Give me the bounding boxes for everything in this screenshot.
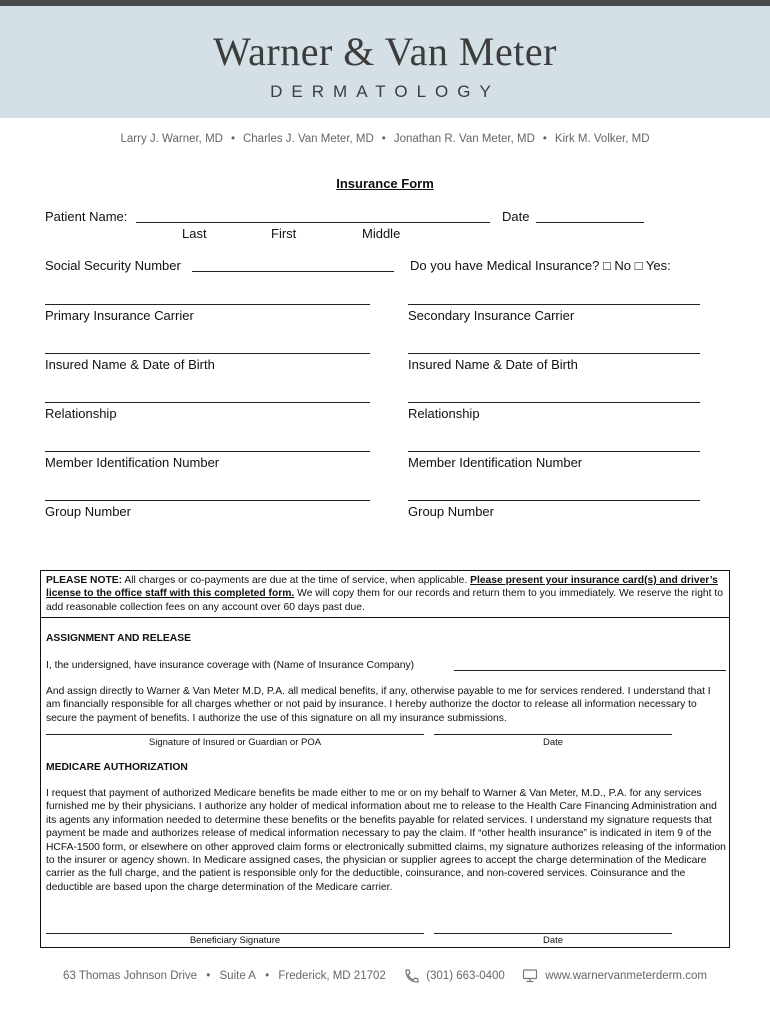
primary-member-id-label: Member Identification Number	[45, 455, 220, 470]
please-note-rest: We will copy them for our records and return them to you immediately. We reserve the right to add reasonable collection fees on any account over 60 days past due.	[46, 588, 723, 613]
date-caption: Date	[542, 737, 564, 748]
insurance-question[interactable]: Do you have Medical Insurance? □ No □ Yes:	[410, 258, 671, 273]
computer-icon	[522, 969, 538, 983]
primary-insured-label: Insured Name & Date of Birth	[45, 357, 215, 372]
separator: •	[206, 970, 211, 982]
insurance-company-field[interactable]	[454, 670, 726, 671]
medicare-heading: MEDICARE AUTHORIZATION	[46, 762, 188, 773]
medicare-text: I request that payment of authorized Medicare benefits be made either to me or on my behalf to Warner & Van Meter, M.D., P.A. for any services furnished me by their physicians. I authorize any holder of medical information about me to release to the Health Care Financing Administration and its agents any information needed to determine these benefits or the benefits payable for related services. I understand my signature requests that payment be made and authorizes release of medical information necessary to pay the claim. If “other health insurance” is indicated in item 9 of the HCFA-1500 form, or elsewhere on other approved claim forms or electronically submitted claims, my signature authorizes releasing of the information to the insurer or agency shown. In Medicare assigned cases, the physician or supplier agrees to accept the charge determination of the Medicare carrier as the full charge, and the patient is responsible only for the deductible, coinsurance, and non-covered services. Coinsurance and the deductible are based upon the charge determination of the Medicare carrier.	[46, 788, 726, 893]
name-part-last: Last	[182, 226, 207, 241]
footer-phone: (301) 663-0400	[426, 970, 505, 982]
separator: •	[230, 133, 235, 145]
secondary-relationship-label: Relationship	[408, 406, 480, 421]
doctor-list	[0, 133, 770, 145]
assignment-heading: ASSIGNMENT AND RELEASE	[46, 633, 191, 644]
secondary-carrier-field[interactable]	[408, 304, 700, 305]
primary-relationship-label: Relationship	[45, 406, 117, 421]
footer-suite: Suite A	[219, 970, 256, 982]
doctor-name: Larry J. Warner, MD	[120, 133, 223, 145]
assignment-line-label: I, the undersigned, have insurance coverage with (Name of Insurance Company)	[46, 660, 415, 671]
secondary-group-label: Group Number	[408, 504, 494, 519]
patient-name-label: Patient Name:	[45, 209, 128, 224]
signature-caption: Signature of Insured or Guardian or POA	[148, 737, 322, 748]
please-note-text: All charges or co-payments are due at the time of service, when applicable.	[122, 575, 471, 586]
name-part-first: First	[271, 226, 297, 241]
footer-city: Frederick, MD 21702	[278, 970, 386, 982]
primary-group-label: Group Number	[45, 504, 131, 519]
secondary-insured-field[interactable]	[408, 353, 700, 354]
doctor-name: Jonathan R. Van Meter, MD	[393, 133, 535, 145]
primary-carrier-field[interactable]	[45, 304, 370, 305]
primary-carrier-label: Primary Insurance Carrier	[45, 308, 194, 323]
brand-subtitle: DERMATOLOGY	[270, 82, 500, 101]
form-title: Insurance Form	[336, 176, 434, 191]
secondary-relationship-field[interactable]	[408, 402, 700, 403]
primary-member-id-field[interactable]	[45, 451, 370, 452]
please-note-emphasis: Please present your insurance card(s) and driver’s license to the office staff with this completed form.	[46, 575, 718, 600]
secondary-insured-label: Insured Name & Date of Birth	[408, 357, 578, 372]
assignment-text: And assign directly to Warner & Van Meter M.D, P.A. all medical benefits, if any, otherwise payable to me for services rendered. I understand that I am financially responsible for all charges whether or not paid by insurance. I hereby authorize the doctor to release all information necessary to secure the payment of benefits. I authorize the use of this signature on all my insurance submissions.	[46, 686, 711, 724]
primary-insured-field[interactable]	[45, 353, 370, 354]
date-field[interactable]	[536, 222, 644, 223]
footer-address: 63 Thomas Johnson Drive	[63, 970, 198, 982]
separator: •	[381, 133, 386, 145]
brand-name: Warner & Van Meter	[213, 29, 557, 74]
primary-relationship-field[interactable]	[45, 402, 370, 403]
ssn-field[interactable]	[192, 271, 394, 272]
patient-name-field[interactable]	[136, 222, 490, 223]
date-caption-2: Date	[542, 935, 564, 946]
please-note-label: PLEASE NOTE:	[46, 575, 123, 586]
beneficiary-signature-field[interactable]	[46, 933, 424, 934]
secondary-member-id-field[interactable]	[408, 451, 700, 452]
secondary-group-field[interactable]	[408, 500, 700, 501]
beneficiary-caption: Beneficiary Signature	[189, 935, 281, 946]
notice-divider	[41, 617, 729, 618]
separator: •	[265, 970, 270, 982]
secondary-member-id-label: Member Identification Number	[408, 455, 583, 470]
separator: •	[542, 133, 547, 145]
footer-website[interactable]: www.warnervanmeterderm.com	[545, 970, 707, 982]
doctor-name: Charles J. Van Meter, MD	[242, 133, 374, 145]
notice-box	[40, 570, 730, 948]
date-label: Date	[502, 209, 530, 224]
header-banner	[0, 6, 770, 118]
insured-date-field[interactable]	[434, 734, 672, 735]
doctor-name: Kirk M. Volker, MD	[554, 133, 650, 145]
primary-group-field[interactable]	[45, 500, 370, 501]
beneficiary-date-field[interactable]	[434, 933, 672, 934]
name-part-middle: Middle	[362, 226, 401, 241]
please-note	[46, 574, 726, 614]
insured-signature-field[interactable]	[46, 734, 424, 735]
footer	[0, 969, 770, 983]
phone-icon	[403, 969, 419, 983]
ssn-label: Social Security Number	[45, 258, 181, 273]
secondary-carrier-label: Secondary Insurance Carrier	[408, 308, 575, 323]
